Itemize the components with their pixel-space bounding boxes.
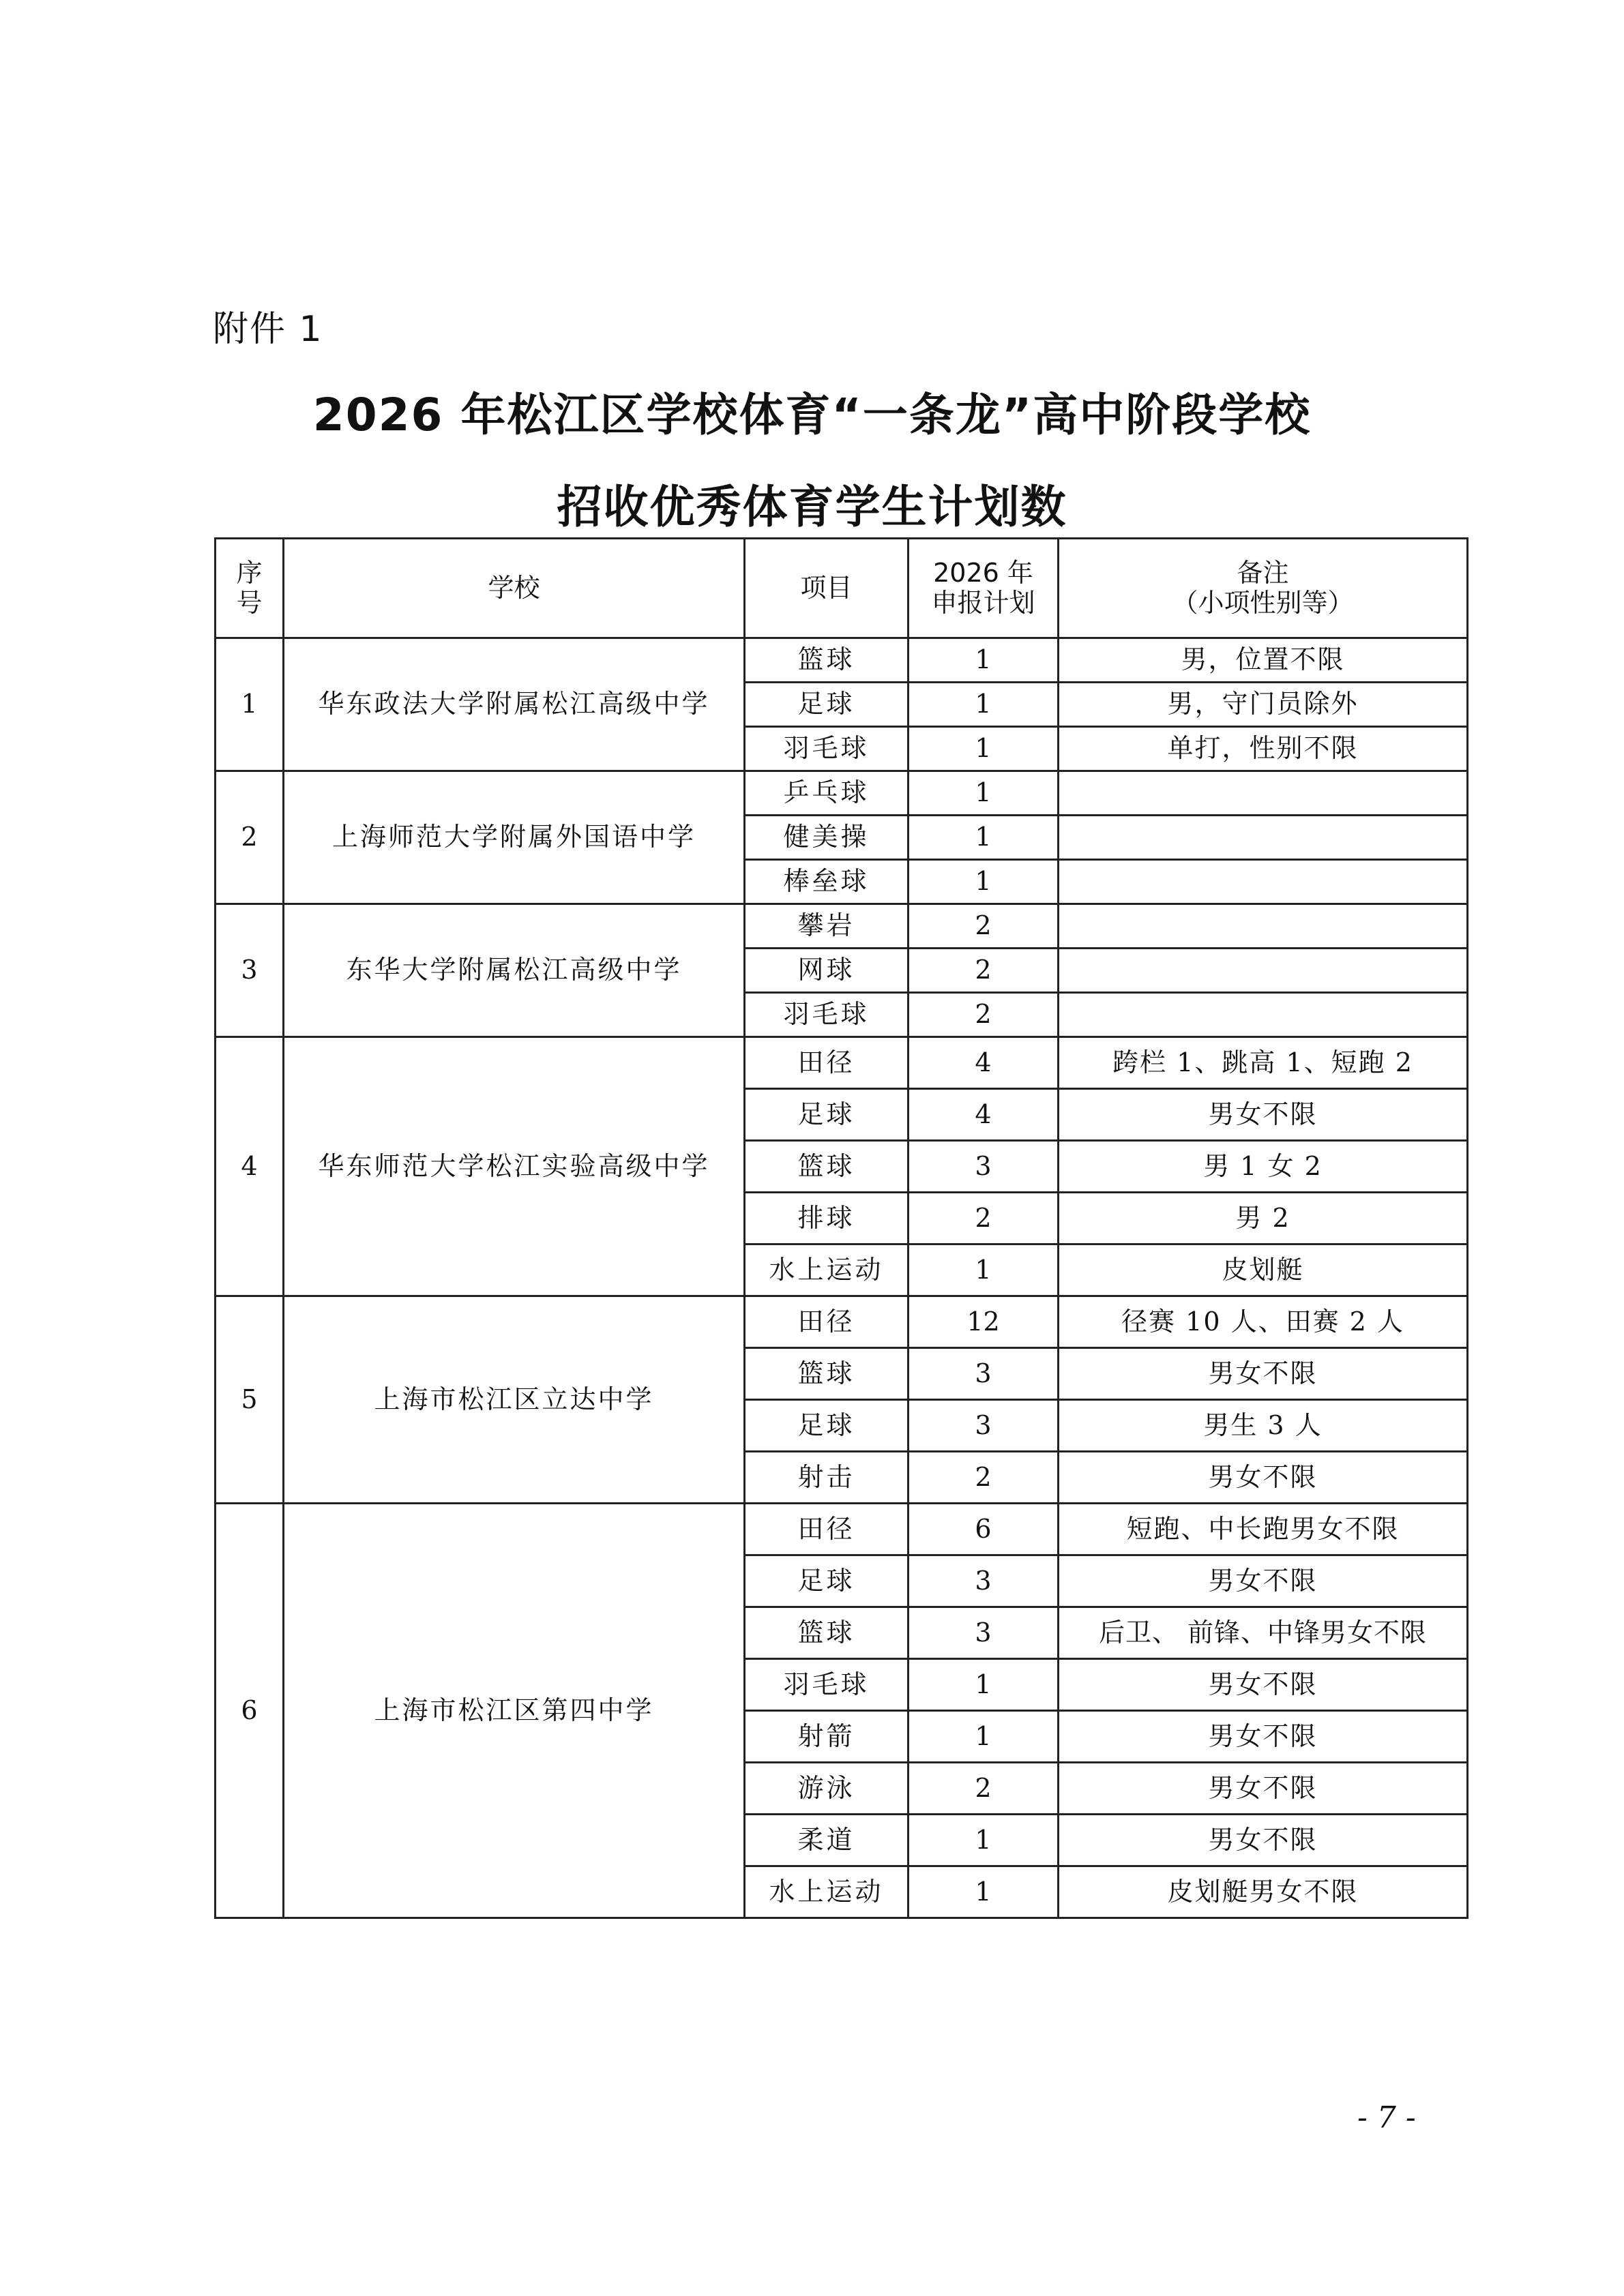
table-row [216, 1504, 1468, 1555]
count-cell: 2 [909, 1452, 1059, 1504]
sport-cell: 田径 [745, 1037, 909, 1089]
school-cell: 华东师范大学松江实验高级中学 [284, 1037, 745, 1296]
table-row [216, 1296, 1468, 1348]
count-cell: 2 [909, 904, 1059, 949]
count-cell: 3 [909, 1141, 1059, 1193]
seq-cell: 5 [216, 1296, 284, 1504]
count-cell: 1 [909, 638, 1059, 683]
count-cell: 12 [909, 1296, 1059, 1348]
sport-cell: 排球 [745, 1193, 909, 1244]
sport-cell: 攀岩 [745, 904, 909, 949]
count-cell: 2 [909, 1763, 1059, 1815]
header-seq-line2: 号 [236, 587, 263, 618]
sport-cell: 羽毛球 [745, 993, 909, 1037]
table-header-row [216, 539, 1468, 638]
header-plan-line2: 申报计划 [931, 587, 1035, 618]
count-cell: 3 [909, 1555, 1059, 1607]
school-cell: 上海市松江区第四中学 [284, 1504, 745, 1918]
seq-cell: 3 [216, 904, 284, 1037]
sport-cell: 水上运动 [745, 1244, 909, 1296]
sport-cell: 棒垒球 [745, 860, 909, 904]
header-sport: 项目 [745, 539, 909, 638]
note-cell: 男 1 女 2 [1059, 1141, 1468, 1193]
enrollment-plan-table [214, 537, 1468, 1919]
note-cell: 短跑、中长跑男女不限 [1059, 1504, 1468, 1555]
document-title-line1: 2026 年松江区学校体育“一条龙”高中阶段学校 [312, 389, 1312, 441]
sport-cell: 田径 [745, 1504, 909, 1555]
note-cell: 男女不限 [1059, 1763, 1468, 1815]
count-cell: 1 [909, 727, 1059, 771]
count-cell: 1 [909, 1711, 1059, 1763]
sport-cell: 篮球 [745, 1348, 909, 1400]
sport-cell: 游泳 [745, 1763, 909, 1815]
page-number: - 7 - [1357, 2100, 1416, 2135]
note-cell: 男女不限 [1059, 1555, 1468, 1607]
note-cell: 男，守门员除外 [1059, 683, 1468, 727]
sport-cell: 射箭 [745, 1711, 909, 1763]
count-cell: 4 [909, 1089, 1059, 1141]
count-cell: 1 [909, 1815, 1059, 1866]
school-cell: 东华大学附属松江高级中学 [284, 904, 745, 1037]
note-cell: 男女不限 [1059, 1659, 1468, 1711]
sport-cell: 足球 [745, 1400, 909, 1452]
count-cell: 3 [909, 1400, 1059, 1452]
count-cell: 2 [909, 1193, 1059, 1244]
table-row [216, 904, 1468, 949]
note-cell: 男女不限 [1059, 1348, 1468, 1400]
school-cell: 上海市松江区立达中学 [284, 1296, 745, 1504]
count-cell: 6 [909, 1504, 1059, 1555]
header-note-line1: 备注 [1237, 557, 1289, 588]
note-cell: 男女不限 [1059, 1089, 1468, 1141]
count-cell: 1 [909, 1866, 1059, 1918]
note-cell [1059, 816, 1468, 860]
header-note-line2: （小项性别等） [1172, 587, 1354, 618]
count-cell: 3 [909, 1607, 1059, 1659]
note-cell: 径赛 10 人、田赛 2 人 [1059, 1296, 1468, 1348]
seq-cell: 1 [216, 638, 284, 771]
count-cell: 2 [909, 949, 1059, 993]
note-cell: 男女不限 [1059, 1452, 1468, 1504]
seq-cell: 2 [216, 771, 284, 904]
note-cell [1059, 949, 1468, 993]
count-cell: 1 [909, 683, 1059, 727]
attachment-label: 附件 1 [213, 309, 323, 350]
note-cell [1059, 993, 1468, 1037]
table-row [216, 771, 1468, 816]
note-cell: 男，位置不限 [1059, 638, 1468, 683]
header-school: 学校 [284, 539, 745, 638]
header-seq-line1: 序 [236, 557, 263, 588]
header-plan-line1: 2026 年 [933, 557, 1033, 588]
sport-cell: 篮球 [745, 638, 909, 683]
count-cell: 2 [909, 993, 1059, 1037]
sport-cell: 网球 [745, 949, 909, 993]
header-note [1059, 539, 1468, 638]
note-cell: 男 2 [1059, 1193, 1468, 1244]
note-cell: 皮划艇 [1059, 1244, 1468, 1296]
table-row [216, 1037, 1468, 1089]
note-cell: 跨栏 1、跳高 1、短跑 2 [1059, 1037, 1468, 1089]
table-row [216, 638, 1468, 683]
sport-cell: 羽毛球 [745, 727, 909, 771]
sport-cell: 篮球 [745, 1607, 909, 1659]
sport-cell: 柔道 [745, 1815, 909, 1866]
school-cell: 上海师范大学附属外国语中学 [284, 771, 745, 904]
sport-cell: 健美操 [745, 816, 909, 860]
note-cell: 皮划艇男女不限 [1059, 1866, 1468, 1918]
sport-cell: 羽毛球 [745, 1659, 909, 1711]
note-cell: 男女不限 [1059, 1711, 1468, 1763]
count-cell: 1 [909, 771, 1059, 816]
seq-cell: 6 [216, 1504, 284, 1918]
note-cell [1059, 904, 1468, 949]
note-cell: 单打，性别不限 [1059, 727, 1468, 771]
count-cell: 1 [909, 860, 1059, 904]
count-cell: 1 [909, 816, 1059, 860]
sport-cell: 足球 [745, 1555, 909, 1607]
count-cell: 3 [909, 1348, 1059, 1400]
school-cell: 华东政法大学附属松江高级中学 [284, 638, 745, 771]
count-cell: 1 [909, 1244, 1059, 1296]
note-cell: 后卫、 前锋、中锋男女不限 [1059, 1607, 1468, 1659]
sport-cell: 射击 [745, 1452, 909, 1504]
count-cell: 1 [909, 1659, 1059, 1711]
header-plan [909, 539, 1059, 638]
count-cell: 4 [909, 1037, 1059, 1089]
document-title-line2: 招收优秀体育学生计划数 [557, 481, 1067, 533]
sport-cell: 乒乓球 [745, 771, 909, 816]
note-cell [1059, 771, 1468, 816]
note-cell [1059, 860, 1468, 904]
sport-cell: 水上运动 [745, 1866, 909, 1918]
sport-cell: 足球 [745, 683, 909, 727]
sport-cell: 足球 [745, 1089, 909, 1141]
seq-cell: 4 [216, 1037, 284, 1296]
note-cell: 男女不限 [1059, 1815, 1468, 1866]
sport-cell: 篮球 [745, 1141, 909, 1193]
header-seq [216, 539, 284, 638]
sport-cell: 田径 [745, 1296, 909, 1348]
note-cell: 男生 3 人 [1059, 1400, 1468, 1452]
